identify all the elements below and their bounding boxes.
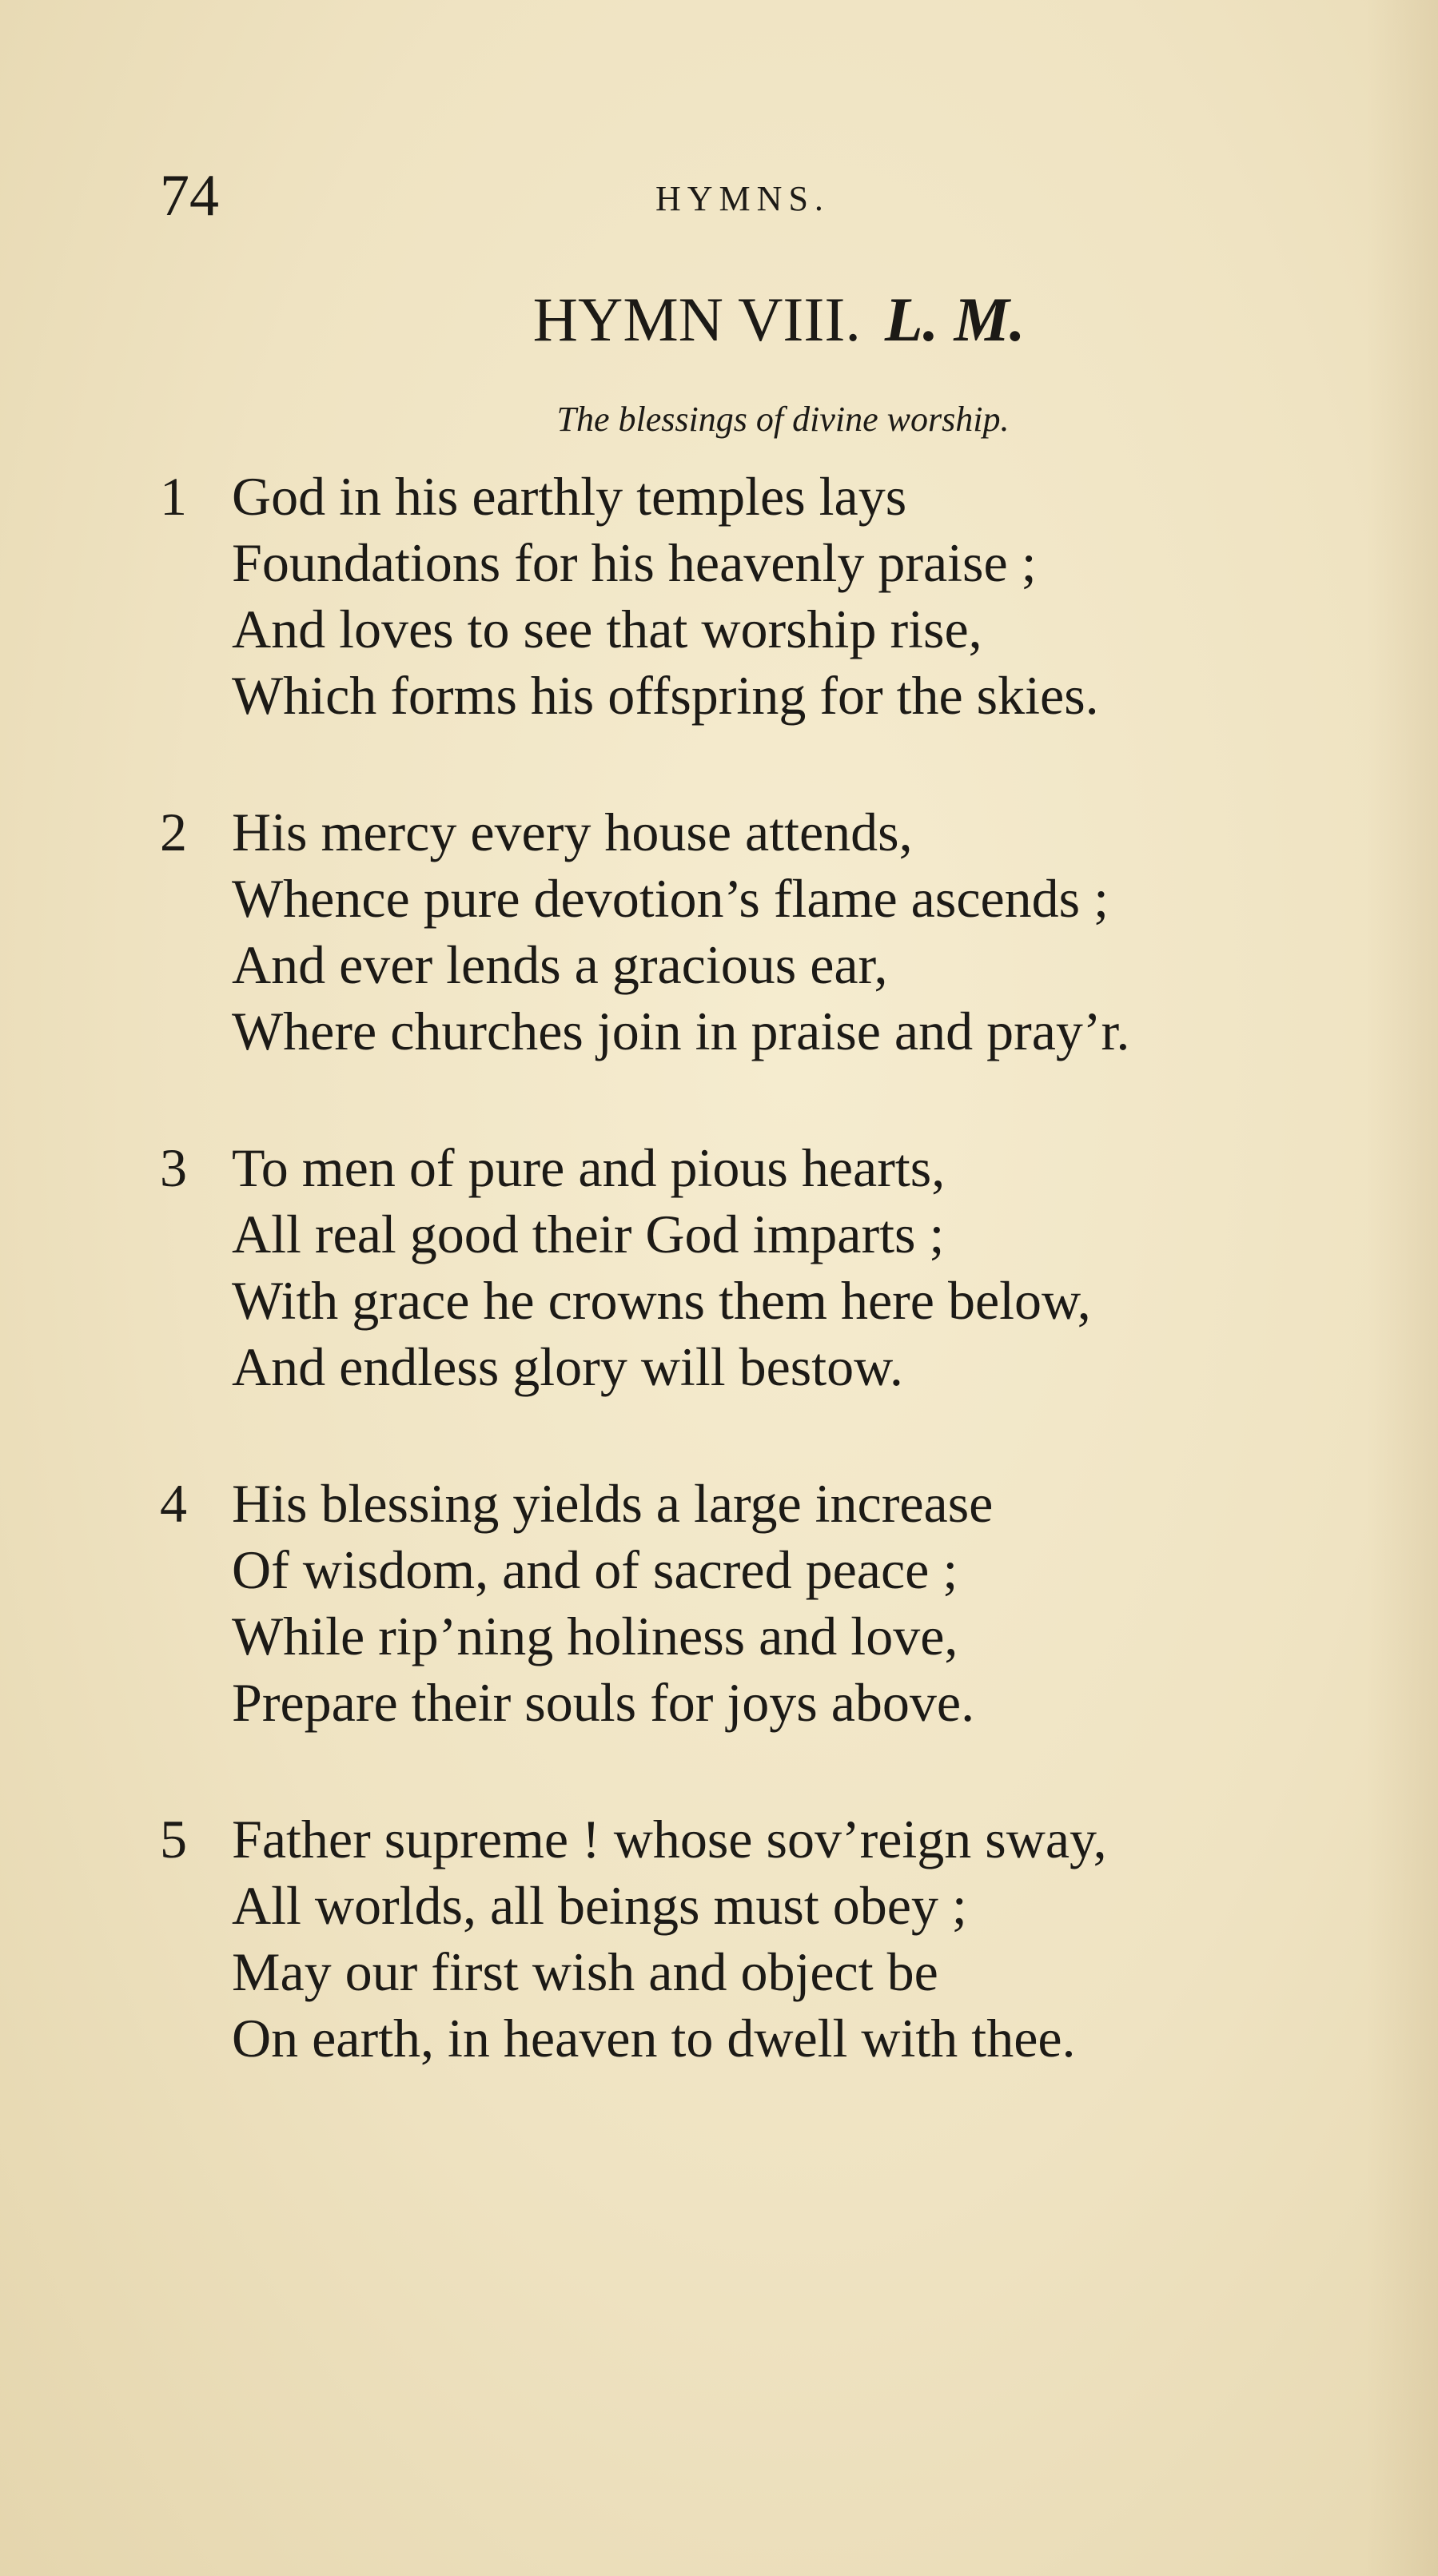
verse-line: His mercy every house attends,	[232, 802, 913, 862]
verse-line: On earth, in heaven to dwell with thee.	[232, 2008, 1076, 2068]
stanza-lines	[232, 799, 1375, 1065]
hymn-heading	[0, 276, 1438, 364]
stanza-number: 4	[160, 1473, 187, 1534]
verse-line: His blessing yields a large increase	[232, 1473, 994, 1534]
stanza-1	[160, 464, 1375, 729]
stanza-5	[160, 1806, 1375, 2072]
running-title: HYMNS.	[655, 179, 830, 218]
hymn-title: HYMN VIII.	[532, 285, 861, 354]
verse-line: While rip’ning holiness and love,	[232, 1606, 958, 1666]
stanza-number: 3	[160, 1137, 187, 1198]
stanza-3	[160, 1135, 1375, 1400]
stanza-lines	[232, 1806, 1375, 2072]
verse-line: Foundations for his heavenly praise ;	[232, 532, 1037, 593]
verse-line: May our first wish and object be	[232, 1941, 938, 2002]
stanza-2	[160, 799, 1375, 1065]
verse-line: All worlds, all beings must obey ;	[232, 1875, 967, 1936]
verse-line: God in his earthly temples lays	[232, 466, 907, 527]
stanza-number: 2	[160, 802, 187, 862]
verse-line: Prepare their souls for joys above.	[232, 1672, 975, 1733]
verse-line: To men of pure and pious hearts,	[232, 1137, 946, 1198]
stanza-4	[160, 1471, 1375, 1736]
stanza-list	[160, 464, 1375, 2142]
hymn-meter: L. M.	[884, 285, 1026, 354]
verse-line: Father supreme ! whose sov’reign sway,	[232, 1809, 1107, 1869]
verse-line: And loves to see that worship rise,	[232, 599, 982, 659]
hymn-subtitle: The blessings of divine worship.	[556, 400, 1010, 439]
verse-line: And ever lends a gracious ear,	[232, 934, 888, 995]
stanza-number: 1	[160, 466, 187, 527]
verse-line: With grace he crowns them here below,	[232, 1270, 1091, 1331]
verse-line: Where churches join in praise and pray’r.	[232, 1001, 1130, 1061]
verse-line: All real good their God imparts ;	[232, 1204, 945, 1264]
stanza-lines	[232, 464, 1375, 729]
page-number: 74	[160, 163, 219, 229]
stanza-lines	[232, 1135, 1375, 1400]
verse-line: Of wisdom, and of sacred peace ;	[232, 1539, 958, 1600]
verse-line: And endless glory will bestow.	[232, 1336, 903, 1397]
stanza-lines	[232, 1471, 1375, 1736]
running-head	[160, 160, 1343, 232]
page-edge-shadow	[1366, 0, 1438, 2576]
verse-line: Whence pure devotion’s flame ascends ;	[232, 868, 1109, 929]
verse-line: Which forms his offspring for the skies.	[232, 665, 1099, 726]
stanza-number: 5	[160, 1809, 187, 1869]
